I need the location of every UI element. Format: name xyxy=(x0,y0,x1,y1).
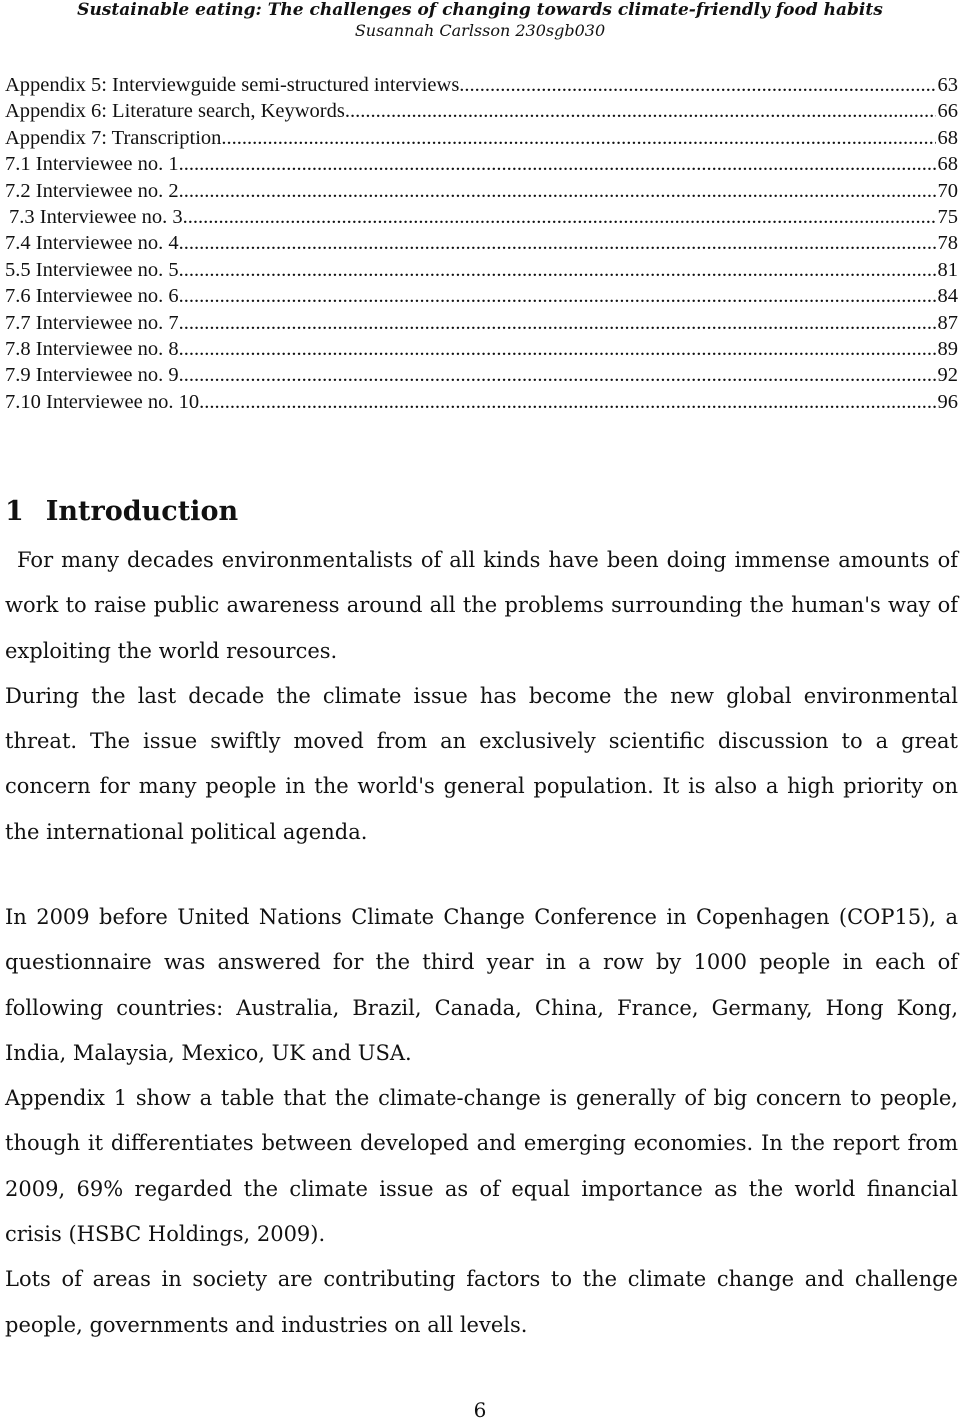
toc-leader-dots xyxy=(179,283,936,309)
toc-entry-page: 89 xyxy=(937,337,958,360)
toc-entry-page: 87 xyxy=(937,311,958,334)
toc-leader-dots xyxy=(179,310,936,336)
toc-entry-label: 7.7 Interviewee no. 7 xyxy=(5,311,179,334)
toc-entry-page: 81 xyxy=(937,258,958,281)
toc-entry[interactable] xyxy=(5,389,958,415)
page-number: 6 xyxy=(473,1398,487,1422)
toc-entry[interactable] xyxy=(5,204,958,230)
toc-entry-page: 84 xyxy=(937,285,958,308)
running-header xyxy=(0,0,960,42)
toc-entry-page: 78 xyxy=(937,232,958,255)
toc-leader-dots xyxy=(179,257,936,283)
paragraph: Appendix 1 show a table that the climate-change is generally of big concern to people, though it differentiates between developed and emerging economies. In the report from 2009, 69% regarded the climate issue as of equal importance as the world financial crisis (HSBC Holdings, 2009). xyxy=(5,1086,958,1247)
toc-entry-label: 7.10 Interviewee no. 10 xyxy=(5,390,200,413)
toc-entry-page: 92 xyxy=(937,364,958,387)
toc-leader-dots xyxy=(179,151,936,177)
toc-entry-page: 96 xyxy=(937,390,958,413)
toc-leader-dots xyxy=(179,336,936,362)
toc-entry[interactable] xyxy=(5,257,958,283)
toc-entry-page: 70 xyxy=(937,179,958,202)
toc-entry-label: 7.8 Interviewee no. 8 xyxy=(5,337,179,360)
toc-entry-page: 68 xyxy=(937,153,958,176)
toc-entry[interactable] xyxy=(5,125,958,151)
paragraph: In 2009 before United Nations Climate Change Conference in Copenhagen (COP15), a questionnaire was answered for the third year in a row by 1000 people in each of following countries: Australia, Brazil, Canada, China, France, Germany, Hong Kong, India, Malaysia, Mexico, UK and USA. xyxy=(5,905,958,1065)
toc-leader-dots xyxy=(199,389,935,415)
paragraph: Lots of areas in society are contributing factors to the climate change and challenge people, governments and industries on all levels. xyxy=(5,1267,958,1337)
toc-entry[interactable] xyxy=(5,230,958,256)
toc-entry-page: 63 xyxy=(937,74,958,96)
toc-leader-dots xyxy=(345,98,936,124)
toc-leader-dots xyxy=(459,72,935,98)
toc-entry[interactable] xyxy=(5,151,958,177)
toc-entry-label: 5.5 Interviewee no. 5 xyxy=(5,258,179,281)
toc-entry[interactable] xyxy=(5,362,958,388)
toc-entry[interactable] xyxy=(5,310,958,336)
toc-entry-page: 66 xyxy=(937,100,958,123)
section-number: 1 xyxy=(5,496,24,527)
toc-entry-label: 7.4 Interviewee no. 4 xyxy=(5,232,179,255)
paragraph: During the last decade the climate issue has become the new global environmental threat. The issue swiftly moved from an exclusively scientific discussion to a great concern for many people in the world's general population. It is also a high priority on the international political agenda. xyxy=(5,683,958,844)
toc-entry-label: Appendix 7: Transcription xyxy=(5,126,222,149)
running-header-author: Susannah Carlsson 230sgb030 xyxy=(354,21,606,40)
toc-entry-label: 7.6 Interviewee no. 6 xyxy=(5,285,179,308)
toc-leader-dots xyxy=(183,204,936,230)
section-title: Introduction xyxy=(45,496,239,527)
section-heading xyxy=(5,492,238,532)
table-of-contents xyxy=(5,72,958,415)
toc-leader-dots xyxy=(179,362,936,388)
toc-entry-label: 7.1 Interviewee no. 1 xyxy=(5,153,179,176)
toc-leader-dots xyxy=(221,125,935,151)
toc-entry-label: Appendix 5: Interviewguide semi-structured interviews xyxy=(5,74,460,96)
toc-entry-label: Appendix 6: Literature search, Keywords xyxy=(5,100,345,123)
toc-entry-page: 75 xyxy=(937,205,958,228)
running-header-title: Sustainable eating: The challenges of changing towards climate-friendly food habits xyxy=(77,0,883,20)
toc-leader-dots xyxy=(179,178,936,204)
toc-entry[interactable] xyxy=(5,178,958,204)
toc-entry[interactable] xyxy=(5,283,958,309)
toc-entry-label: 7.3 Interviewee no. 3 xyxy=(9,205,183,228)
toc-entry-label: 7.2 Interviewee no. 2 xyxy=(5,179,179,202)
toc-entry[interactable] xyxy=(5,336,958,362)
paragraph: For many decades environmentalists of all kinds have been doing immense amounts of work to raise public awareness around all the problems surrounding the human's way of exploiting the world resources. xyxy=(5,548,958,663)
toc-entry[interactable] xyxy=(5,72,958,98)
body-text-block xyxy=(5,895,958,1348)
toc-leader-dots xyxy=(179,230,936,256)
toc-entry-page: 68 xyxy=(937,126,958,149)
body-text-block xyxy=(5,538,958,855)
toc-entry-label: 7.9 Interviewee no. 9 xyxy=(5,364,179,387)
toc-entry[interactable] xyxy=(5,98,958,124)
